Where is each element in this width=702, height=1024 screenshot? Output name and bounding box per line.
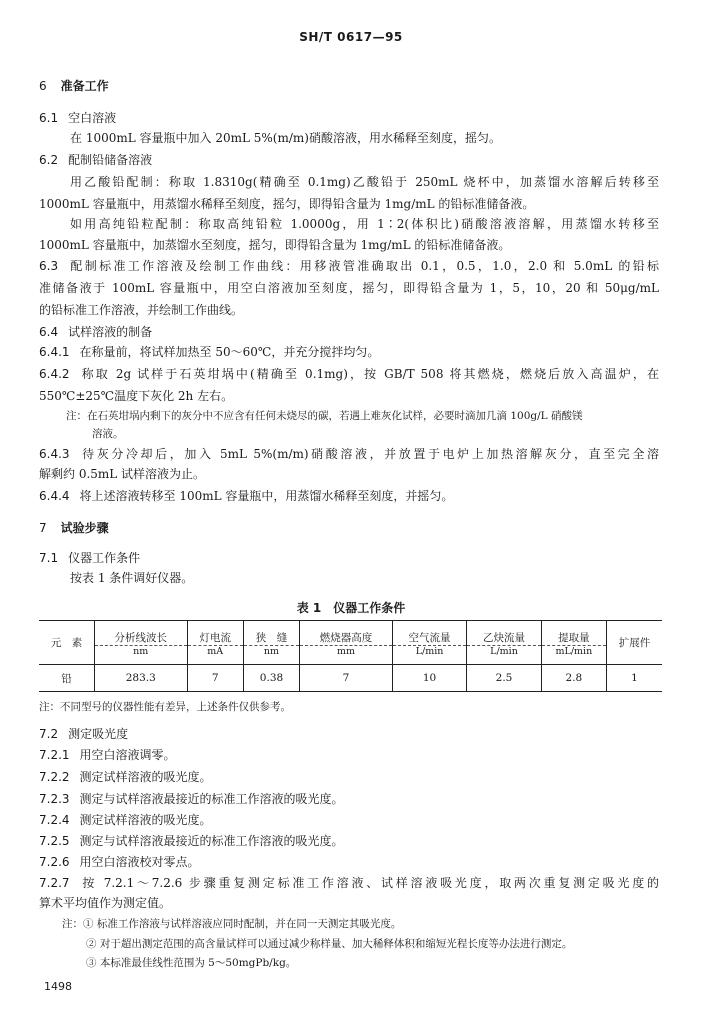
section-heading-7-2: 7.2 测定吸光度 (39, 727, 129, 741)
table-header-unit: nm (243, 646, 299, 665)
note-7-2-1: 注：① 标准工作溶液与试样溶液应同时配制，并在同一天测定其吸光度。 (62, 918, 402, 930)
step-7-2-7-line1: 7.2.7 按 7.2.1～7.2.6 步骤重复测定标准工作溶液、试样溶液吸光度，取两次重复测定吸光度的 (39, 876, 659, 890)
table-header-element: 元 素 (39, 621, 94, 665)
table-header-unit: mm (300, 646, 393, 665)
step-7-2-4: 7.2.4 测定试样溶液的吸光度。 (39, 813, 212, 827)
table-header: 狭 缝 (243, 621, 299, 646)
section-6-4-2-line1: 6.4.2 称取 2g 试样于石英坩埚中(精确至 0.1mg)，按 GB/T 508 将其燃烧，燃烧后放入高温炉，在 (39, 367, 659, 381)
paragraph-7-1: 按表 1 条件调好仪器。 (70, 571, 194, 585)
note-7-2-3: ③ 本标准最佳线性范围为 5～50mgPb/kg。 (86, 957, 297, 969)
table-cell: 铅 (39, 665, 94, 692)
page-number: 1498 (44, 980, 72, 993)
section-heading-6-2: 6.2 配制铅储备溶液 (39, 153, 153, 167)
table-header: 灯电流 (187, 621, 243, 646)
table-cell: 7 (300, 665, 393, 692)
step-7-2-6: 7.2.6 用空白溶液校对零点。 (39, 855, 200, 869)
table-cell: 7 (187, 665, 243, 692)
table-row (39, 665, 662, 692)
step-7-2-3: 7.2.3 测定与试样溶液最接近的标准工作溶液的吸光度。 (39, 792, 344, 806)
instrument-conditions-table (39, 620, 662, 692)
paragraph-6-1: 在 1000mL 容量瓶中加入 20mL 5%(m/m)硝酸溶液，用水稀释至刻度，摇匀。 (70, 131, 501, 145)
paragraph-6-2-line3: 如用高纯铅粒配制：称取高纯铅粒 1.0000g，用 1∶2(体积比)硝酸溶液溶解，用蒸馏水转移至 (70, 217, 659, 231)
table-cell: 2.8 (541, 665, 606, 692)
section-6-3-line1: 6.3 配制标准工作溶液及绘制工作曲线：用移液管准确取出 0.1，0.5，1.0，2.0 和 5.0mL 的铅标 (39, 259, 659, 273)
table-header-unit: L/min (392, 646, 466, 665)
table-header-expansion: 扩展件 (607, 621, 663, 665)
section-6-3-line2: 准储备液于 100mL 容量瓶中，用空白溶液加至刻度，摇匀，即得铅含量为 1，5，10，20 和 50μg/mL (39, 281, 659, 295)
section-6-4-3-line2: 解剩约 0.5mL 试样溶液为止。 (39, 467, 206, 481)
step-7-2-1: 7.2.1 用空白溶液调零。 (39, 748, 176, 762)
table-header: 分析线波长 (94, 621, 187, 646)
table-header: 提取量 (541, 621, 606, 646)
paragraph-6-2-line4: 1000mL 容量瓶中，加蒸馏水至刻度，摇匀，即得铅含量为 1mg/mL 的铅标准储备液。 (39, 238, 511, 252)
table-header-unit: nm (94, 646, 187, 665)
section-6-4-1: 6.4.1 在称量前，将试样加热至 50～60℃，并充分搅拌均匀。 (39, 345, 380, 359)
section-heading-6-4: 6.4 试样溶液的制备 (39, 325, 153, 339)
section-6-4-3-line1: 6.4.3 待灰分冷却后，加入 5mL 5%(m/m)硝酸溶液，并放置于电炉上加热溶解灰分，直至完全溶 (39, 447, 659, 461)
table-cell: 1 (607, 665, 663, 692)
page-header: SH/T 0617—95 (299, 30, 403, 44)
table-header: 乙炔流量 (467, 621, 541, 646)
table-header-unit: L/min (467, 646, 541, 665)
section-heading-6-1: 6.1 空白溶液 (39, 111, 117, 125)
table-cell: 2.5 (467, 665, 541, 692)
note-6-4-2-line1: 注：在石英坩埚内剩下的灰分中不应含有任何未烧尽的碳，若遇上难灰化试样，必要时滴加几滴 100g/L 硝酸镁 (66, 410, 583, 422)
table-cell: 0.38 (243, 665, 299, 692)
table-cell: 283.3 (94, 665, 187, 692)
paragraph-6-2-line2: 1000mL 容量瓶中，用蒸馏水稀释至刻度，摇匀，即得铅含量为 1mg/mL 的铅标准储备液。 (39, 197, 535, 211)
table-header-unit: mA (187, 646, 243, 665)
note-7-2-2: ② 对于超出测定范围的高含量试样可以通过减少称样量、加大稀释体积和缩短光程长度等办法进行测定。 (86, 938, 573, 950)
table-caption: 表 1 仪器工作条件 (296, 601, 406, 615)
section-heading-6: 6 准备工作 (39, 79, 109, 93)
table-note: 注：不同型号的仪器性能有差异，上述条件仅供参考。 (39, 701, 291, 713)
note-6-4-2-line2: 溶液。 (92, 428, 124, 440)
section-heading-7-1: 7.1 仪器工作条件 (39, 551, 141, 565)
section-6-4-2-line2: 550℃±25℃温度下灰化 2h 左右。 (39, 389, 234, 403)
table-header: 燃烧器高度 (300, 621, 393, 646)
step-7-2-5: 7.2.5 测定与试样溶液最接近的标准工作溶液的吸光度。 (39, 834, 344, 848)
paragraph-6-2-line1: 用乙酸铅配制：称取 1.8310g(精确至 0.1mg)乙酸铅于 250mL 烧杯中，加蒸馏水溶解后转移至 (70, 175, 659, 189)
step-7-2-7-line2: 算术平均值作为测定值。 (39, 896, 172, 910)
section-6-4-4: 6.4.4 将上述溶液转移至 100mL 容量瓶中，用蒸馏水稀释至刻度，并摇匀。 (39, 489, 454, 503)
table-header-unit: mL/min (541, 646, 606, 665)
section-heading-7: 7 试验步骤 (39, 521, 109, 535)
step-7-2-2: 7.2.2 测定试样溶液的吸光度。 (39, 770, 212, 784)
table-cell: 10 (392, 665, 466, 692)
section-6-3-line3: 的铅标准工作溶液，并绘制工作曲线。 (39, 303, 244, 317)
table-header: 空气流量 (392, 621, 466, 646)
